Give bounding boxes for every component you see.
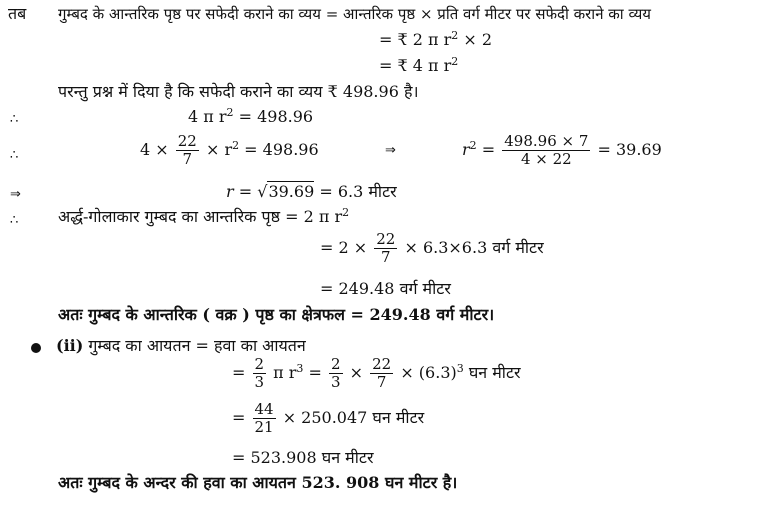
fraction-44-21 (253, 401, 276, 436)
fraction-22-7 (370, 356, 393, 391)
unit: घन मीटर (463, 363, 521, 382)
implies-arrow: ⇒ (10, 187, 21, 202)
eq-text: = ₹ 4 π r (379, 56, 452, 75)
equation-fraction (140, 130, 319, 170)
eq-tail: × 2 (458, 30, 493, 49)
cost-formula-step1 (379, 30, 492, 50)
exponent: 2 (451, 29, 459, 42)
times: × (349, 363, 364, 382)
fraction-r2 (502, 133, 590, 168)
eq-text: = ₹ 2 π r (379, 30, 452, 49)
exponent: 3 (296, 362, 304, 375)
given-cost: परन्तु प्रश्न में दिया है कि सफेदी कराने का व्यय ₹ 498.96 है। (58, 82, 419, 101)
r-lhs: r = (226, 182, 258, 201)
eq-tail: = 498.96 (233, 107, 314, 126)
hemisphere-surface-statement (58, 207, 349, 227)
part-label: (ii) (56, 336, 84, 355)
eq-text: 4 π r (188, 107, 227, 126)
therefore-symbol: ∴ (10, 148, 19, 163)
eq-mid: × r (205, 140, 233, 159)
fraction-22-7 (374, 231, 397, 266)
equals: = (303, 363, 322, 382)
pi-r: π r (273, 363, 297, 382)
exponent: 3 (456, 362, 464, 375)
denominator: 7 (182, 150, 193, 168)
eq-tail: = 39.69 (597, 140, 662, 159)
surface-calculation (320, 228, 544, 268)
eq-tail: × 6.3×6.3 वर्ग मीटर (404, 238, 544, 257)
cost-statement: गुम्बद के आन्तरिक पृष्ठ पर सफेदी कराने का व्यय = आन्तरिक पृष्ठ × प्रति वर्ग मीटर पर सफेदी कराने का व्यय (58, 5, 651, 23)
exponent: 2 (469, 139, 477, 152)
eq-tail: × (6.3) (400, 363, 457, 382)
numerator: 2 (254, 355, 265, 373)
radius-result: r = √39.69 = 6.3 मीटर (226, 182, 397, 201)
equals: = (481, 140, 496, 159)
therefore-symbol: ∴ (10, 112, 19, 127)
volume-conclusion: अतः गुम्बद के अन्दर की हवा का आयतन 523. 908 घन मीटर है। (58, 473, 458, 492)
eq-pre: = 2 × (320, 238, 368, 257)
numerator: 2 (330, 355, 341, 373)
numerator: 22 (177, 132, 197, 150)
eq-tail: = 498.96 (239, 140, 319, 159)
numerator: 44 (254, 400, 274, 418)
surface-result: = 249.48 वर्ग मीटर (320, 279, 451, 298)
numerator: 22 (376, 230, 396, 248)
denominator: 4 × 22 (520, 150, 572, 168)
eq-tail: × 250.047 घन मीटर (282, 408, 425, 427)
denominator: 3 (330, 373, 341, 391)
fraction-2-3 (253, 356, 267, 391)
equals: = (232, 408, 246, 427)
part-text: गुम्बद का आयतन = हवा का आयतन (83, 336, 306, 355)
eq-pre: 4 × (140, 140, 169, 159)
implies-arrow: ⇒ (385, 143, 396, 158)
exponent: 2 (342, 206, 350, 219)
numerator: 22 (372, 355, 392, 373)
equals: = (232, 363, 246, 382)
denominator: 3 (254, 373, 265, 391)
denominator: 7 (381, 248, 391, 266)
statement-text: अर्द्ध-गोलाकार गुम्बद का आन्तरिक पृष्ठ = 2 π r (58, 207, 343, 226)
exponent: 2 (451, 55, 459, 68)
volume-step (232, 398, 424, 438)
volume-result: = 523.908 घन मीटर (232, 448, 374, 467)
exponent: 2 (226, 106, 234, 119)
exponent: 2 (232, 139, 240, 152)
denominator: 7 (376, 373, 387, 391)
volume-formula (232, 353, 521, 393)
bullet-icon (31, 343, 41, 353)
lead-word: तब (8, 4, 27, 23)
equation-4pir2 (188, 107, 313, 127)
r-variable: r (462, 140, 470, 159)
numerator: 498.96 × 7 (504, 132, 589, 150)
r-squared-solution (462, 130, 662, 170)
square-root: 39.69 (268, 182, 315, 201)
denominator: 21 (254, 418, 274, 436)
fraction-22-7 (176, 133, 199, 168)
cost-formula-step2 (379, 56, 458, 76)
fraction-2-3 (329, 356, 343, 391)
therefore-symbol: ∴ (10, 213, 19, 228)
surface-conclusion: अतः गुम्बद के आन्तरिक ( वक्र ) पृष्ठ का क्षेत्रफल = 249.48 वर्ग मीटर। (58, 305, 495, 324)
radius-value: = 6.3 मीटर (314, 182, 397, 201)
